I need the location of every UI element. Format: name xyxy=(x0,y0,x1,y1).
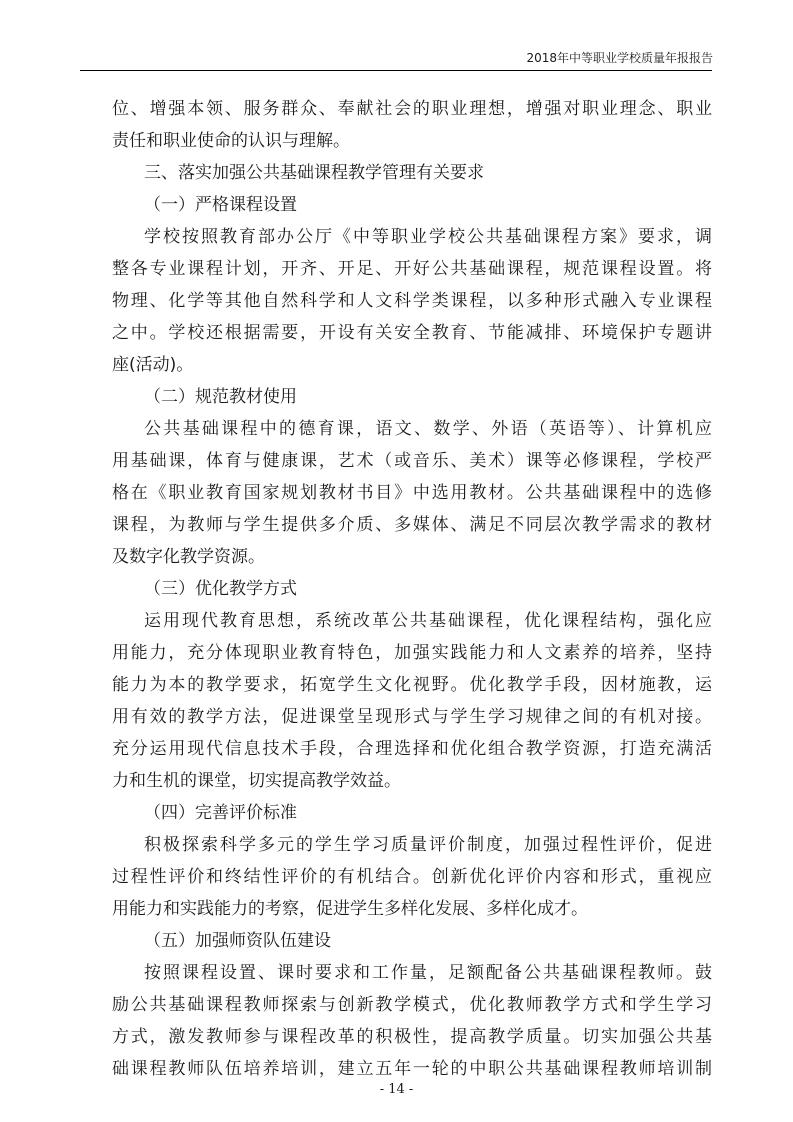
paragraph-line: 之中。学校还根据需要，开设有关安全教育、节能减排、环境保护专题讲 xyxy=(112,323,712,343)
paragraph-line: 过程性评价和终结性评价的有机结合。创新优化评价内容和形式，重视应 xyxy=(112,867,712,887)
paragraph-line: 责任和职业使命的认识与理解。 xyxy=(112,131,350,151)
paragraph-line: 用基础课，体育与健康课，艺术（或音乐、美术）课等必修课程，学校严 xyxy=(112,451,712,471)
paragraph-line: 及数字化教学资源。 xyxy=(112,547,265,567)
paragraph-line: 座(活动)。 xyxy=(112,355,194,375)
subsection-heading: （一）严格课程设置 xyxy=(144,195,297,215)
paragraph-line: 运用现代教育思想，系统改革公共基础课程，优化课程结构，强化应 xyxy=(144,611,712,631)
subsection-heading: （四）完善评价标准 xyxy=(144,803,297,823)
paragraph-line: 课程，为教师与学生提供多介质、多媒体、满足不同层次教学需求的教材 xyxy=(112,515,712,535)
paragraph-line: 公共基础课程中的德育课，语文、数学、外语（英语等）、计算机应 xyxy=(144,419,712,439)
subsection-heading: （二）规范教材使用 xyxy=(144,387,297,407)
running-header: 2018年中等职业学校质量年报报告 xyxy=(526,51,713,65)
subsection-heading: （五）加强师资队伍建设 xyxy=(144,931,331,951)
paragraph-line: 用能力，充分体现职业教育特色，加强实践能力和人文素养的培养，坚持 xyxy=(112,643,712,663)
header-divider xyxy=(80,70,712,71)
paragraph-line: 用能力和实践能力的考察，促进学生多样化发展、多样化成才。 xyxy=(112,899,588,919)
paragraph-line: 整各专业课程计划，开齐、开足、开好公共基础课程，规范课程设置。将 xyxy=(112,259,712,279)
paragraph-line: 格在《职业教育国家规划教材书目》中选用教材。公共基础课程中的选修 xyxy=(112,483,712,503)
paragraph-line: 础课程教师队伍培养培训，建立五年一轮的中职公共基础课程教师培训制 xyxy=(112,1059,712,1079)
paragraph-line: 按照课程设置、课时要求和工作量，足额配备公共基础课程教师。鼓 xyxy=(144,963,712,983)
paragraph-line: 学校按照教育部办公厅《中等职业学校公共基础课程方案》要求，调 xyxy=(144,227,712,247)
paragraph-line: 充分运用现代信息技术手段，合理选择和优化组合教学资源，打造充满活 xyxy=(112,739,712,759)
paragraph-line: 物理、化学等其他自然科学和人文科学类课程，以多种形式融入专业课程 xyxy=(112,291,712,311)
paragraph-line: 位、增强本领、服务群众、奉献社会的职业理想，增强对职业理念、职业 xyxy=(112,99,712,119)
page-number: - 14 - xyxy=(379,1082,414,1097)
paragraph-line: 方式，激发教师参与课程改革的积极性，提高教学质量。切实加强公共基 xyxy=(112,1027,712,1047)
section-heading: 三、落实加强公共基础课程教学管理有关要求 xyxy=(144,163,484,183)
paragraph-line: 励公共基础课程教师探索与创新教学模式，优化教师教学方式和学生学习 xyxy=(112,995,712,1015)
subsection-heading: （三）优化教学方式 xyxy=(144,579,297,599)
paragraph-line: 积极探索科学多元的学生学习质量评价制度，加强过程性评价，促进 xyxy=(144,835,712,855)
paragraph-line: 力和生机的课堂，切实提高教学效益。 xyxy=(112,771,401,791)
paragraph-line: 能力为本的教学要求，拓宽学生文化视野。优化教学手段，因材施教，运 xyxy=(112,675,712,695)
paragraph-line: 用有效的教学方法，促进课堂呈现形式与学生学习规律之间的有机对接。 xyxy=(112,707,712,727)
